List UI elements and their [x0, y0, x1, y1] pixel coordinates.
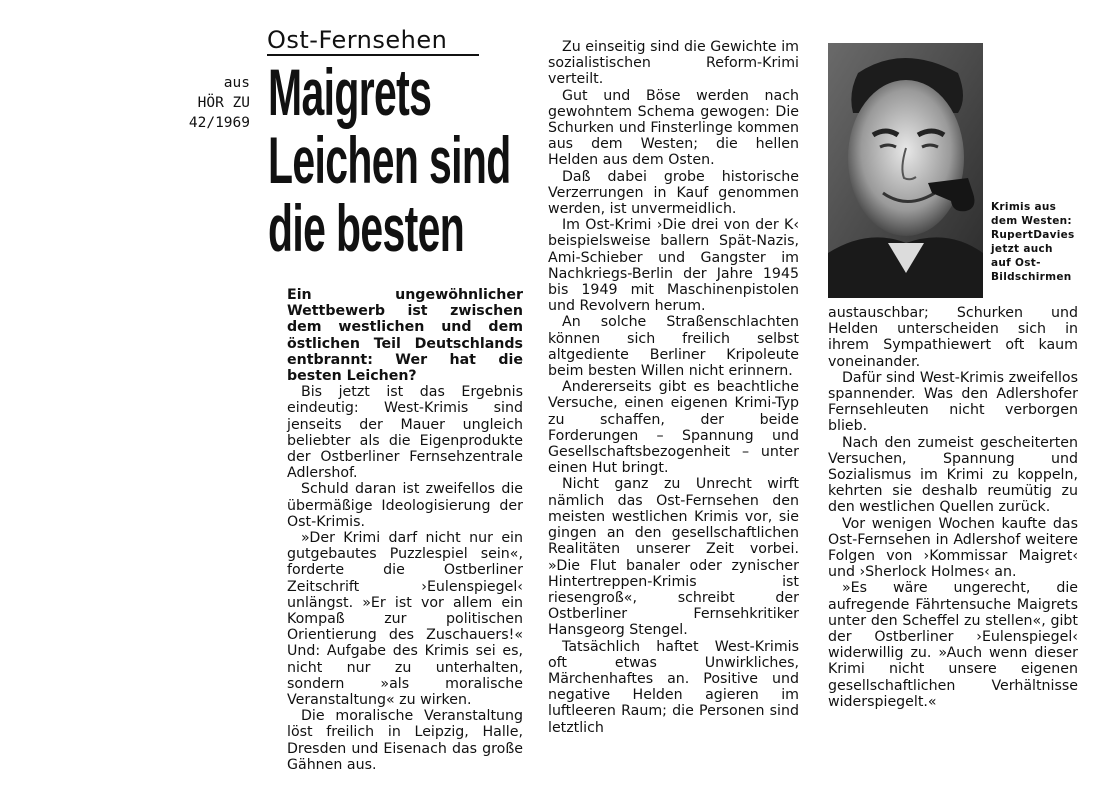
paragraph: Die moralische Veranstaltung löst freilich in Leipzig, Halle, Dresden und Eisenach das große Gähnen aus.	[287, 708, 523, 773]
headline-line-1: Maigrets	[268, 55, 432, 129]
paragraph: Vor wenigen Wochen kaufte das Ost-Fernsehen in Adlershof weitere Folgen von ›Kommissar Maigret‹ und ›Sherlock Holmes‹ an.	[828, 515, 1078, 581]
portrait-photo	[828, 43, 983, 298]
paragraph: Im Ost-Krimi ›Die drei von der K‹ beispielsweise ballern Spät-Nazis, Ami-Schieber und Gangster im Nachkriegs-Berlin der Jahre 1945 bis 1949 mit Maschinenpistolen und Revolvern herum.	[548, 217, 799, 315]
caption-line: auf Ost-	[991, 257, 1041, 269]
paragraph: Nicht ganz zu Unrecht wirft nämlich das Ost-Fernsehen den meisten westlichen Krimis vor, sie gingen an den gesellschaftlichen Realitäten unserer Zeit vorbei. »Die Flut banaler oder zynischer Hintertreppen-Krimis ist riesengroß«, schreibt der Ostberliner Fernsehkritiker Hansgeorg Stengel.	[548, 476, 799, 639]
caption-line: jetzt auch	[991, 243, 1053, 255]
paragraph: Andererseits gibt es beachtliche Versuche, einen eigenen Krimi-Typ zu schaffen, der beide Forderungen – Spannung und Gesellschaftsbezogenheit – unter einen Hut bringt.	[548, 379, 799, 477]
paragraph: Gut und Böse werden nach gewohntem Schema gewogen: Die Schurken und Finsterlinge kommen aus dem Westen; die hellen Helden aus dem Osten.	[548, 87, 799, 169]
photo-caption	[991, 200, 1101, 284]
caption-line: Bildschirmen	[991, 271, 1072, 283]
paragraph: Bis jetzt ist das Ergebnis eindeutig: West-Krimis sind jenseits der Mauer ungleich beliebter als die Eigenprodukte der Ostberliner Fernsehzentrale Adlershof.	[287, 384, 523, 482]
caption-line: Krimis aus	[991, 201, 1057, 213]
source-attribution	[150, 73, 250, 133]
caption-line: dem Westen:	[991, 215, 1072, 227]
paragraph: Nach den zumeist gescheiterten Versuchen, Spannung und Sozialismus im Krimi zu koppeln, kehrten sie deshalb reumütig zu den westlichen Quellen zurück.	[828, 434, 1078, 516]
paragraph: Dafür sind West-Krimis zweifellos spannender. Was den Adlershofer Fernsehleuten nicht verborgen blieb.	[828, 369, 1078, 435]
paragraph: Daß dabei grobe historische Verzerrungen in Kauf genommen werden, ist unvermeidlich.	[548, 168, 799, 218]
paragraph: »Es wäre ungerecht, die aufregende Fährtensuche Maigrets unter den Scheffel zu stellen«, gibt der Ostberliner ›Eulenspiegel‹ widerwillig zu. »Auch wenn dieser Krimi nicht unsere eigenen gesellschaftlichen Verhältnisse widerspiegelt.«	[828, 580, 1078, 710]
caption-line: RupertDavies	[991, 229, 1075, 241]
source-issue: 42/1969	[188, 115, 250, 131]
article-column-2	[548, 39, 799, 736]
paragraph: »Der Krimi darf nicht nur ein gutgebautes Puzzlespiel sein«, forderte die Ostberliner Zeitschrift ›Eulenspiegel‹ unlängst. »Er ist vor allem ein Kompaß zur politischen Orientierung des Zuschauers!« Und: Aufgabe des Krimis sei es, nicht nur zu unterhalten, sondern »als moralische Veranstaltung« zu wirken.	[287, 530, 523, 709]
headline-line-3: die besten	[268, 191, 465, 265]
portrait-image	[828, 43, 983, 298]
source-prefix: aus	[223, 75, 250, 91]
article-column-3	[828, 305, 1078, 710]
paragraph: Zu einseitig sind die Gewichte im sozialistischen Reform-Krimi verteilt.	[548, 39, 799, 88]
paragraph: Schuld daran ist zweifellos die übermäßige Ideologisierung der Ost-Krimis.	[287, 481, 523, 530]
source-magazine: HÖR ZU	[197, 95, 250, 111]
paragraph: An solche Straßenschlachten können sich freilich selbst altgediente Berliner Kripoleute beim besten Willen nicht erinnern.	[548, 314, 799, 380]
headline	[268, 55, 518, 278]
lead-paragraph: Ein ungewöhnlicher Wettbewerb ist zwischen dem westlichen und dem östlichen Teil Deutschlands entbrannt: Wer hat die besten Leichen?	[287, 287, 523, 385]
paragraph: Tatsächlich haftet West-Krimis oft etwas Unwirkliches, Märchenhaftes an. Positive und negative Helden agieren im luftleeren Raum; die Personen sind letztlich	[548, 638, 799, 736]
kicker: Ost-Fernsehen	[267, 26, 479, 56]
paragraph: austauschbar; Schurken und Helden unterscheiden sich in ihrem Sympathiewert oft kaum voneinander.	[828, 305, 1078, 370]
headline-line-2: Leichen sind	[268, 123, 511, 197]
article-column-1	[287, 287, 523, 773]
